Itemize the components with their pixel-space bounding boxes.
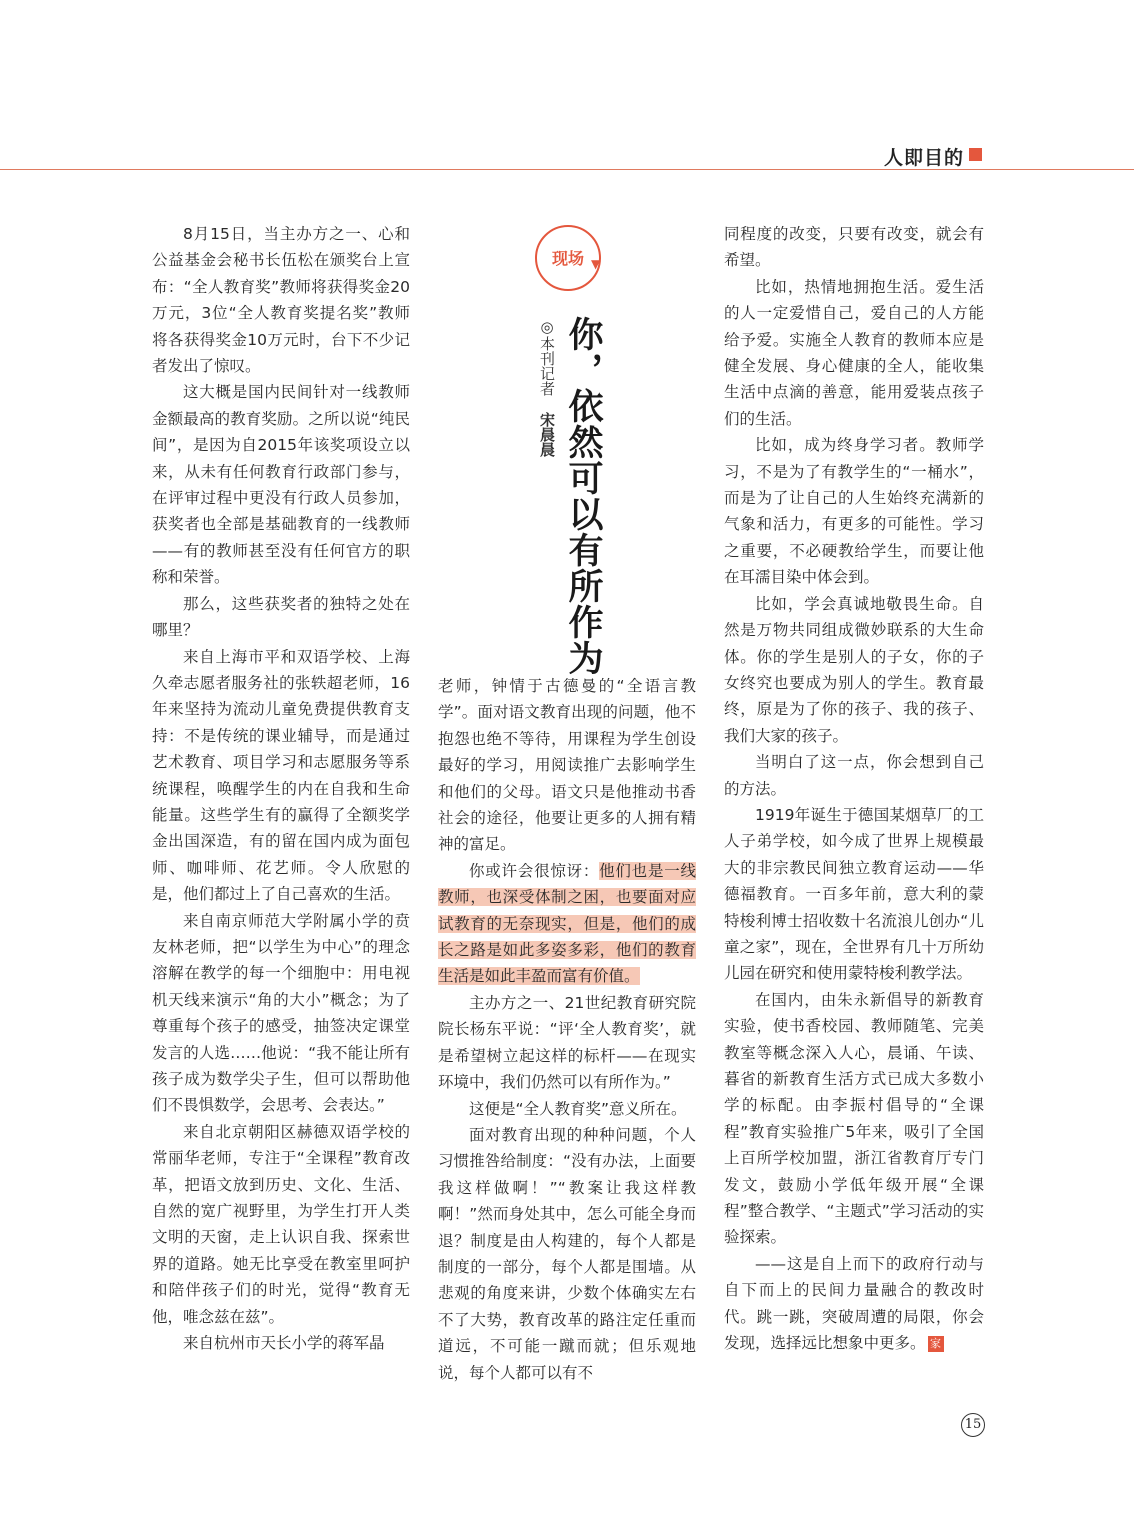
byline-prefix: ◎本刊记者 [538,318,556,396]
paragraph: 老师，钟情于古德曼的“全语言教学”。面对语文教育出现的问题，他不抱怨也绝不等待，用课程为学生创设最好的学习，用阅读推广去影响学生和他们的父母。语文只是他推动书香社会的途径，他要让更多的人拥有精神的富足。 [438,677,696,854]
paragraph: 这大概是国内民间针对一线教师金额最高的教育奖励。之所以说“纯民间”，是因为自2015年该奖项设立以来，从未有任何教育行政部门参与，在评审过程中更没有行政人员参加，获奖者也全部是基础教育的一线教师——有的教师甚至没有任何官方的职称和荣誉。 [152,383,410,587]
paragraph-last [724,1251,984,1357]
paragraph: 来自上海市平和双语学校、上海久牵志愿者服务社的张轶超老师，16年来坚持为流动儿童免费提供教育支持：不是传统的课业辅导，而是通过艺术教育、项目学习和志愿服务等系统课程，唤醒学生的内在自我和生命能量。这些学生有的赢得了全额奖学金出国深造，有的留在国内成为面包师、咖啡师、花艺师。令人欣慰的是，他们都过上了自己喜欢的生活。 [152,647,410,904]
section-title: 人即目的 [883,147,964,169]
closing-text: ——这是自上而下的政府行动与自下而上的民间力量融合的教改时代。跳一跳，突破周遭的局限，你会发现，选择远比想象中更多。 [724,1254,984,1353]
paragraph: 当明白了这一点，你会想到自己的方法。 [724,753,984,798]
paragraph: 1919年诞生于德国某烟草厂的工人子弟学校，如今成了世界上规模最大的非宗教民间独立教育运动——华德福教育。一百多年前，意大利的蒙特梭利博士招收数十名流浪儿创办“儿童之家”，现在，全世界有几十万所幼儿园在研究和使用蒙特梭利教学法。 [724,805,984,983]
paragraph: 这便是“全人教育奖”意义所在。 [469,1099,687,1118]
badge-label: 现场 [551,249,584,268]
paragraph: 来自北京朝阳区赫德双语学校的常丽华老师，专注于“全课程”教育改革，把语文放到历史、文化、生活、自然的宽广视野里，为学生打开人类文明的天窗，走上认识自我、探索世界的道路。她无比享受在教室里呵护和陪伴孩子们的时光，觉得“教育无他，唯念兹在兹”。 [152,1122,410,1326]
arrow-down-icon: ▼ [591,257,601,271]
column-1 [152,221,410,1356]
section-badge [535,225,601,291]
article-title: 你，依然可以有所作为 [563,316,603,676]
paragraph: 来自南京师范大学附属小学的贲友林老师，把“以学生为中心”的理念溶解在教学的每一个细胞中：用电视机天线来演示“角的大小”概念；为了尊重每个孩子的感受，抽签决定课堂发言的人选……他说：“我不能让所有孩子成为数学尖子生，但可以帮助他们不畏惧数学，会思考、会表达。” [152,911,410,1115]
page-number: 15 [961,1413,985,1437]
paragraph-highlight [438,858,696,990]
paragraph: 比如，学会真诚地敬畏生命。自然是万物共同组成微妙联系的大生命体。你的学生是别人的子女，你的子女终究也要成为别人的学生。教育最终，原是为了你的孩子、我的孩子、我们大家的孩子。 [724,594,984,745]
column-3 [724,221,984,1356]
paragraph: 在国内，由朱永新倡导的新教育实验，使书香校园、教师随笔、完美教室等概念深入人心，晨诵、午读、暮省的新教育生活方式已成大多数小学的标配。由李振村倡导的“全课程”教育实验推广5年来，吸引了全国上百所学校加盟，浙江省教育厅专门发文，鼓励小学低年级开展“全课程”整合教学、“主题式”学习活动的实验探索。 [724,990,984,1247]
paragraph: 同程度的改变，只要有改变，就会有希望。 [724,225,984,270]
column-2 [438,673,696,1386]
highlighted-text: 他们也是一线教师，也深受体制之困，也要面对应试教育的无奈现实，但是，他们的成长之路是如此多姿多彩，他们的教育生活是如此丰盈而富有价值。 [438,861,696,986]
paragraph: 主办方之一、21世纪教育研究院院长杨东平说：“评‘全人教育奖’，就是希望树立起这样的标杆——在现实环境中，我们仍然可以有所作为。” [438,993,696,1092]
paragraph: 比如，成为终身学习者。教师学习，不是为了有教学生的“一桶水”，而是为了让自己的人生始终充满新的气象和活力，有更多的可能性。学习之重要，不必硬教给学生，而要让他在耳濡目染中体会到。 [724,436,984,587]
paragraph: 8月15日，当主办方之一、心和公益基金会秘书长伍松在颁奖台上宣布：“全人教育奖”教师将获得奖金20万元，3位“全人教育奖提名奖”教师将各获得奖金10万元时，台下不少记者发出了惊叹。 [152,225,410,376]
paragraph: 那么，这些获奖者的独特之处在哪里？ [152,594,410,640]
paragraph: 比如，热情地拥抱生活。爱生活的人一定爱惜自己，爱自己的人方能给予爱。实施全人教育的教师本应是健全发展、身心健康的全人，能收集生活中点滴的善意，能用爱装点孩子们的生活。 [724,277,984,428]
highlight-lead: 你或许会很惊讶： [469,861,600,880]
byline-author: 宋晨晨 [538,412,556,457]
paragraph: 面对教育出现的种种问题，个人习惯推咎给制度：“没有办法，上面要我这样做啊！”“教案让我这样教啊！”然而身处其中，怎么可能全身而退？制度是由人构建的，每个人都是制度的一部分，每个人都是围墙。从悲观的角度来讲，少数个体确实左右不了大势，教育改革的路注定任重而道远，不可能一蹴而就；但乐观地说，每个人都可以有不 [438,1125,696,1382]
paragraph: 来自杭州市天长小学的蒋军晶 [183,1334,385,1353]
section-marker-square [969,148,982,161]
byline [538,318,556,457]
end-mark-icon: 家 [928,1336,944,1352]
